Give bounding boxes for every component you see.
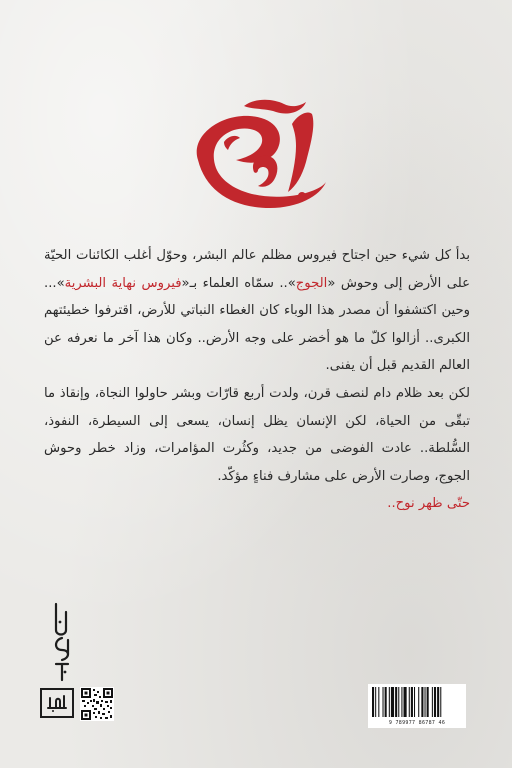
author-signature [50,600,74,684]
title-logo [180,96,332,220]
publisher-logo [40,688,74,718]
closing-line: حتّى ظهر نوح.. [387,496,470,512]
highlight-jouj: الجوج [295,275,328,291]
barcode-number: 9 789977 86787 46 [388,720,446,726]
qr-code-icon [80,687,114,721]
barcode-bars [368,687,466,721]
paragraph-2: لكن بعد ظلام دام لنصف قرن، ولدت أربع قارّات وبشر حاولوا النجاة، وإنقاذ ما تبقّى من الحياة، لكن الإنسان يظل إنسان، يسعى إلى السيطرة، النفوذ، السُّلطة.. عادت الفوضى من جديد، وكثُرت المؤامرات، وزاد خطر وحوش الجوج، وصارت الأرض على مشارف فناءٍ مؤكّد. [44,385,470,484]
paragraph-1-part-3: »... وحين اكتشفوا أن مصدر هذا الوباء كان الغطاء النباتي للأرض، اقترفوا خطيئتهم الكبرى.. أزالوا كلّ ما هو أخضر على وجه الأرض.. وكان هذا آخر ما نعرفه عن العالم القديم قبل أن يفنى. [44,275,470,374]
paragraph-1 [44,242,470,380]
synopsis-text [44,242,470,518]
paragraph-1-part-2: ».. سمّاه العلماء بـ« [181,275,296,291]
publisher-logo-mark [44,692,70,714]
highlight-virus-name: فيروس نهاية البشرية [64,275,182,291]
isbn-barcode [368,684,466,728]
paragraph-1-part-1: بدأ كل شيء حين اجتاح فيروس مظلم عالم البشر، وحوّل أغلب الكائنات الحيّة على الأرض إلى وحوش « [44,248,470,291]
